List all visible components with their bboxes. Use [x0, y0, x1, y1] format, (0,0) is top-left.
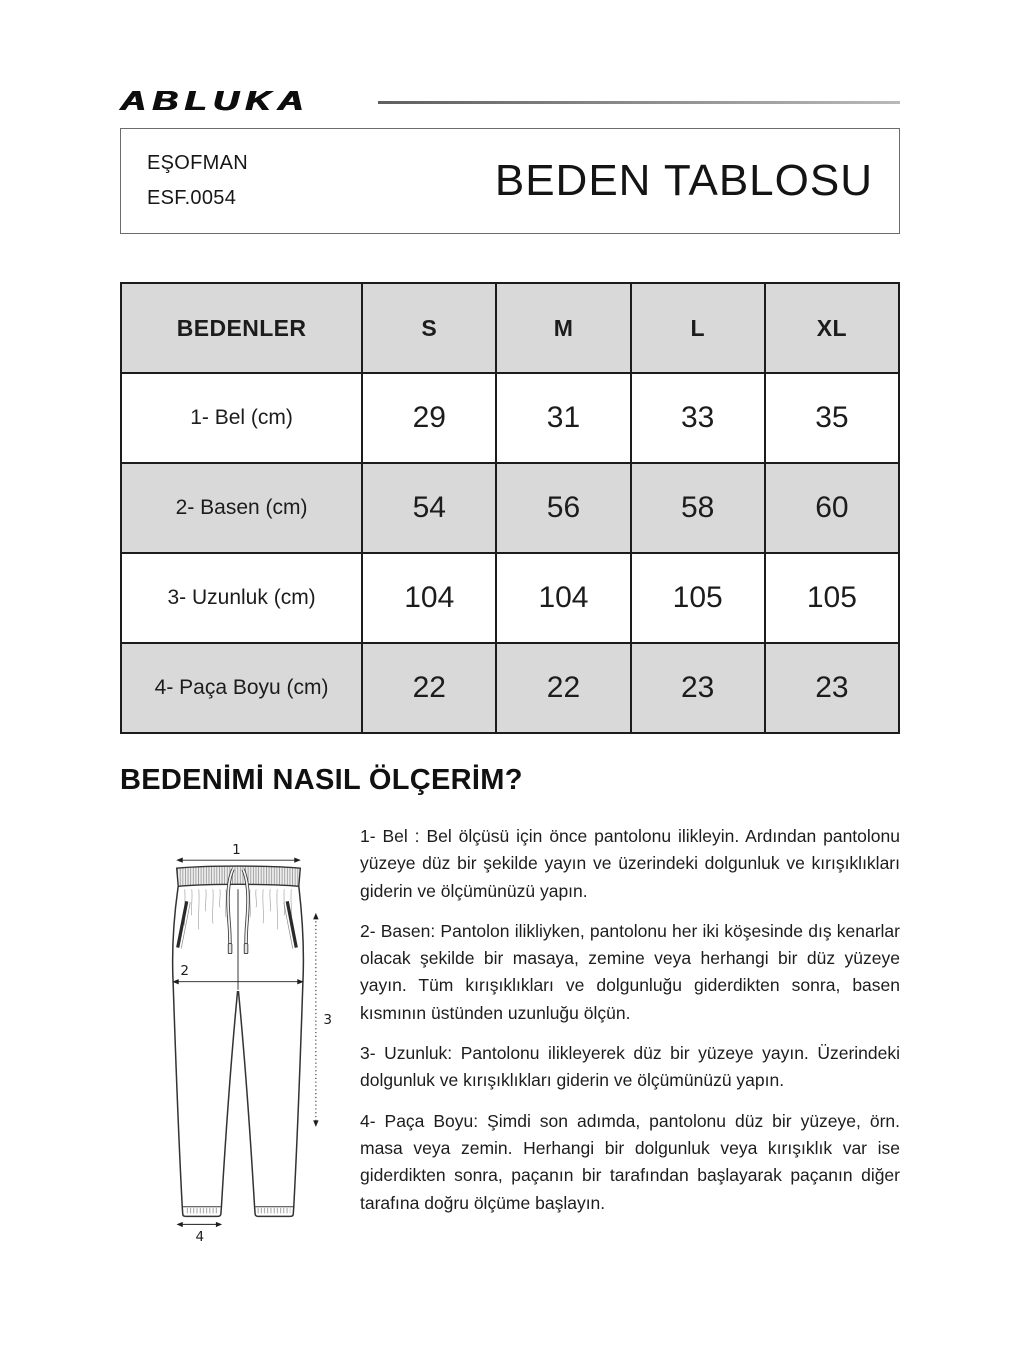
- header-cell-m: M: [496, 283, 630, 373]
- instruction-uzunluk: 3- Uzunluk: Pantolonu ilikleyerek düz bir yüzeye yayın. Üzerindeki dolgunluk ve kırışıklıkları giderin ve ölçümünüzü yapın.: [360, 1043, 900, 1091]
- measure-section: [120, 826, 900, 1254]
- waistband: [177, 866, 301, 886]
- product-type: EŞOFMAN: [147, 152, 248, 174]
- size-value: 31: [496, 373, 630, 463]
- header-cell-xl: XL: [765, 283, 899, 373]
- table-row-uzunluk: [121, 553, 899, 643]
- size-value: 29: [362, 373, 496, 463]
- table-header-row: [121, 283, 899, 373]
- product-code: ESF.0054: [147, 187, 237, 209]
- header-cell-l: L: [631, 283, 765, 373]
- instruction-basen: 2- Basen: Pantolon ilikliyken, pantolonu her iki köşesinde dış kenarlar olacak şekilde bir masaya, zemine veya herhangi bir düz yüzeye yayın. Tüm kırışıklıkları ve dolgunluğu giderdikten sonra, basen kısmının üstünden uzunluğu ölçün.: [360, 920, 900, 1023]
- measure-section-heading: BEDENİMİ NASIL ÖLÇERİM?: [120, 764, 523, 796]
- title-box: [120, 128, 900, 234]
- size-value: 35: [765, 373, 899, 463]
- size-value: 104: [496, 553, 630, 643]
- brand-logo: ABLUKA: [120, 85, 310, 116]
- marker-2: 2: [180, 963, 190, 980]
- table-row-bel: [121, 373, 899, 463]
- cuff-hems: [183, 1207, 293, 1215]
- size-value: 60: [765, 463, 899, 553]
- marker-1: 1: [232, 842, 241, 859]
- product-info: [147, 146, 248, 216]
- row-label: 4- Paça Boyu (cm): [121, 643, 362, 733]
- instruction-bel: 1- Bel : Bel ölçüsü için önce pantolonu ilikleyin. Ardından pantolonu yüzeye düz bir şekilde yayın ve üzerindeki dolgunluk ve kırışıklıkları giderin ve ölçümünüzü yapın.: [360, 826, 900, 901]
- size-table: [120, 282, 900, 734]
- size-value: 33: [631, 373, 765, 463]
- pocket-zip-left: [178, 901, 191, 948]
- instructions: [360, 823, 900, 1254]
- brand-row: [120, 84, 900, 118]
- size-value: 56: [496, 463, 630, 553]
- row-label: 3- Uzunluk (cm): [121, 553, 362, 643]
- size-value: 23: [631, 643, 765, 733]
- page-title: BEDEN TABLOSU: [494, 156, 873, 205]
- size-value: 105: [631, 553, 765, 643]
- pants-diagram-svg: [120, 829, 356, 1249]
- row-label: 1- Bel (cm): [121, 373, 362, 463]
- size-value: 22: [496, 643, 630, 733]
- row-label: 2- Basen (cm): [121, 463, 362, 553]
- instruction-paca-boyu: 4- Paça Boyu: Şimdi son adımda, pantolonu düz bir yüzeye, örn. masa veya zemin. Herhangi bir dolgunluk veya kırışıklık var ise giderdikten sonra, paçanın bir tarafından başlayarak paçanın diğer tarafına doğru ölçüme başlayın.: [360, 1110, 900, 1213]
- header-cell-bedenler: BEDENLER: [121, 283, 362, 373]
- dimension-arrow-3: [313, 913, 332, 1127]
- marker-4: 4: [195, 1228, 205, 1245]
- marker-3: 3: [323, 1011, 333, 1028]
- size-value: 104: [362, 553, 496, 643]
- dimension-arrow-1: [176, 842, 301, 863]
- size-value: 23: [765, 643, 899, 733]
- pants-diagram: [120, 829, 360, 1254]
- size-value: 54: [362, 463, 496, 553]
- pocket-zip-right: [284, 901, 297, 948]
- table-row-basen: [121, 463, 899, 553]
- header-cell-s: S: [362, 283, 496, 373]
- table-row-paca-boyu: [121, 643, 899, 733]
- dimension-arrow-4: [177, 1222, 223, 1245]
- brand-divider-rule: [378, 101, 900, 104]
- size-value: 58: [631, 463, 765, 553]
- size-value: 22: [362, 643, 496, 733]
- size-value: 105: [765, 553, 899, 643]
